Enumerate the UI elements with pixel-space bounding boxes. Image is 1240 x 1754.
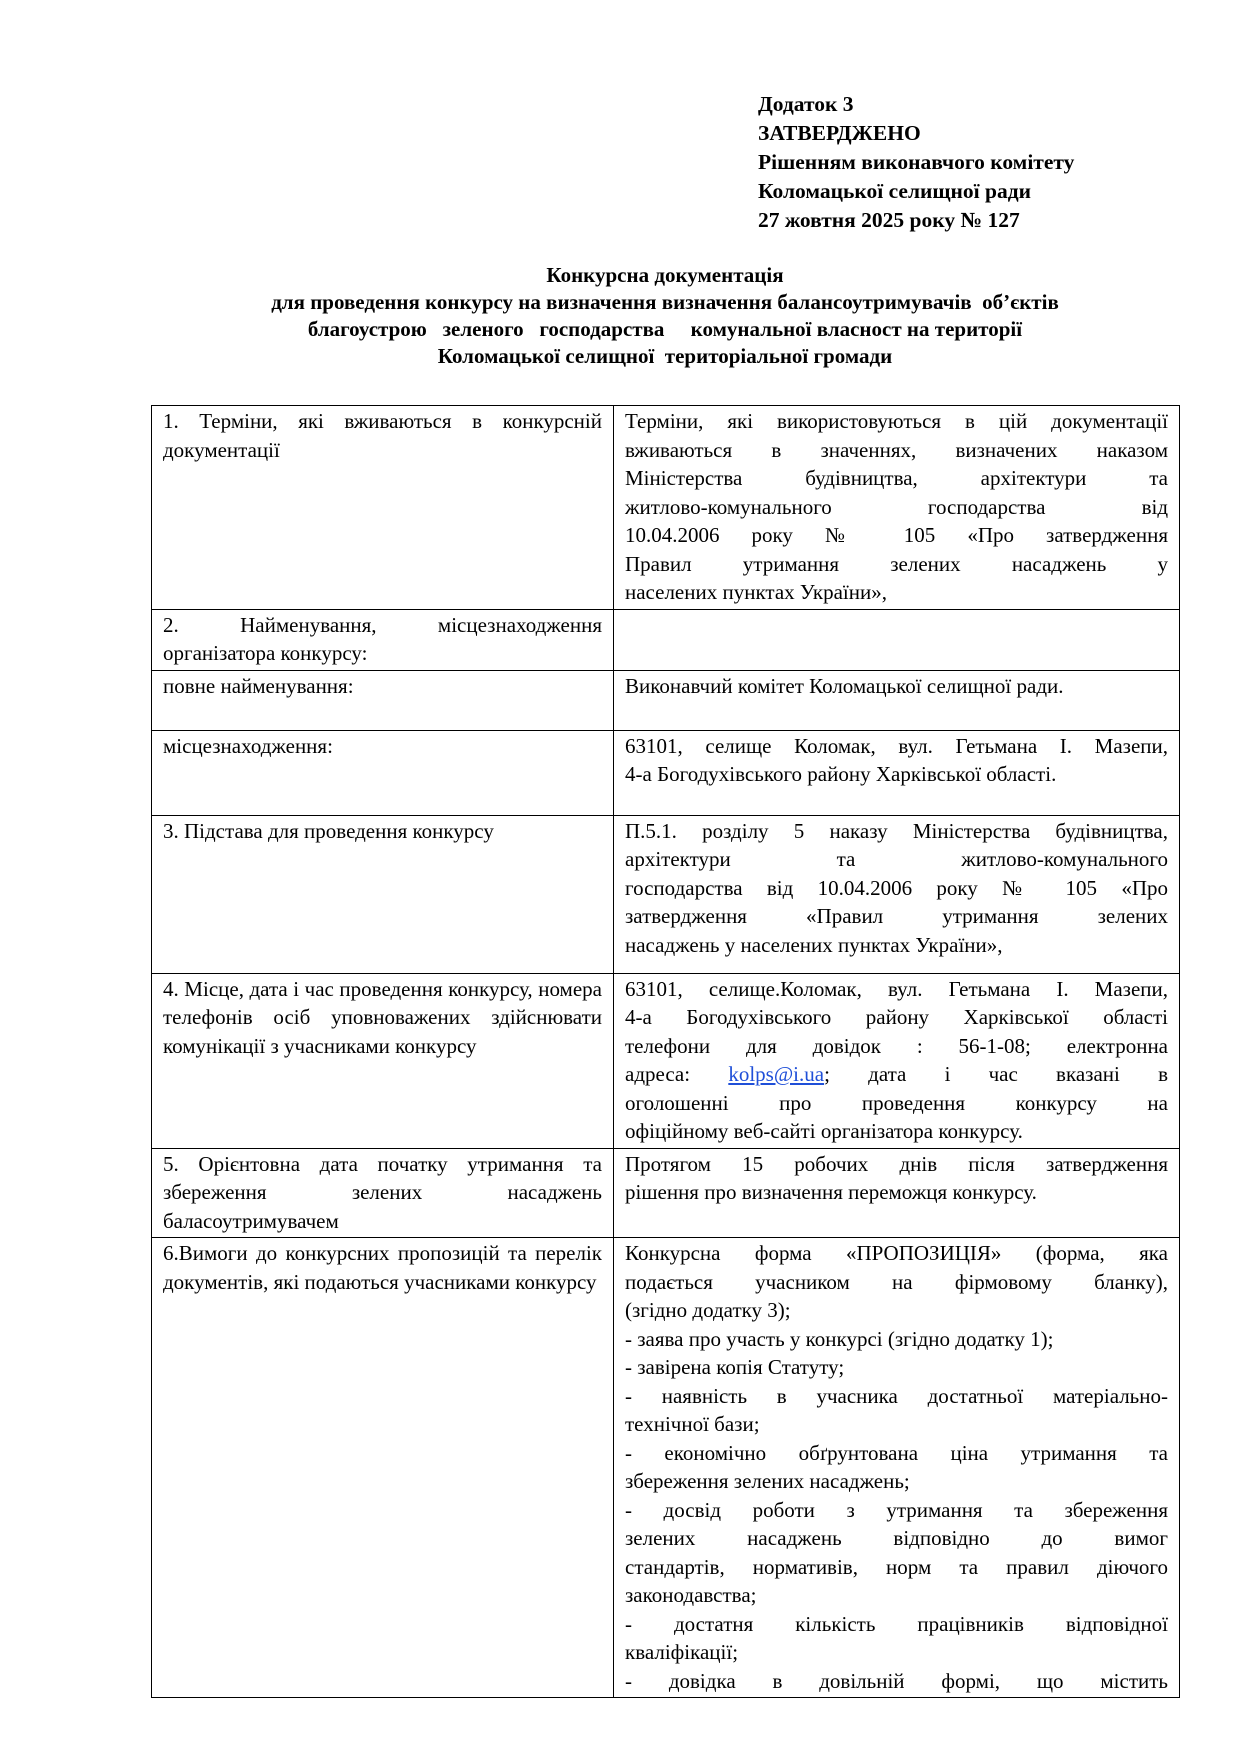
- row-value: [614, 973, 1180, 1148]
- row-label: повне найменування:: [152, 670, 614, 730]
- document-title: [150, 262, 1180, 370]
- table-row: [152, 406, 1180, 610]
- table-row: [152, 609, 1180, 670]
- value-line-email: [625, 1060, 1168, 1089]
- row-label: 5. Орієнтовна дата початку утримання та збереження зелених насаджень баласоутримувачем: [152, 1148, 614, 1238]
- value-line: Конкурсна форма «ПРОПОЗИЦІЯ» (форма, яка: [625, 1241, 1168, 1265]
- value-line: населених пунктах України»,: [625, 580, 887, 604]
- email-prefix: адреса:: [625, 1062, 729, 1086]
- title-line-3: Коломацької селищної територіальної громади: [437, 344, 893, 368]
- value-line: господарства від 10.04.2006 року № 105 «Про: [625, 875, 1168, 900]
- value-line: оголошенні про проведення конкурсу на: [625, 1090, 1168, 1115]
- table-row: [152, 1148, 1180, 1238]
- value-line: 63101, селище.Коломак, вул. Гетьмана І. Мазепи,: [625, 976, 1168, 1001]
- table-row: [152, 973, 1180, 1148]
- approved-label: ЗАТВЕРДЖЕНО: [758, 121, 921, 145]
- value-line: П.5.1. розділу 5 наказу Міністерства будівництва,: [625, 818, 1168, 843]
- value-line: офіційному веб-сайті організатора конкурсу.: [625, 1119, 1023, 1143]
- value-line: технічної бази;: [625, 1412, 760, 1436]
- value-line: затвердження «Правил утримання зелених: [625, 904, 1168, 928]
- row-label: 1. Терміни, які вживаються в конкурсній документації: [152, 406, 614, 610]
- value-line: (згідно додатку 3);: [625, 1298, 791, 1322]
- table-row: [152, 670, 1180, 730]
- table-row: [152, 1238, 1180, 1698]
- row-label: 3. Підстава для проведення конкурсу: [152, 815, 614, 973]
- value-line: - наявність в учасника достатньої матеріально-: [625, 1383, 1168, 1408]
- value-line: Міністерства будівництва, архітектури та: [625, 466, 1168, 490]
- row-label: 2. Найменування, місцезнаходження організатора конкурсу:: [152, 609, 614, 670]
- appendix-label: Додаток 3: [758, 92, 854, 116]
- email-link[interactable]: kolps@i.ua: [728, 1062, 825, 1086]
- documentation-table: [151, 405, 1180, 1698]
- row-value: [614, 670, 1180, 730]
- email-suffix: ; дата і час вказані в: [824, 1062, 1168, 1086]
- value-line: збереження зелених насаджень;: [625, 1469, 910, 1493]
- value-line: Виконавчий комітет Коломацької селищної ради.: [625, 673, 1064, 698]
- value-line: Правил утримання зелених насаджень у: [625, 551, 1168, 576]
- value-line: Терміни, які використовуються в цій документації: [625, 409, 1168, 433]
- value-line: телефони для довідок : 56-1-08; електронна: [625, 1033, 1168, 1058]
- value-line: кваліфікації;: [625, 1640, 739, 1664]
- approval-stamp: [758, 90, 1074, 235]
- row-label: місцезнаходження:: [152, 730, 614, 815]
- value-line: 63101, селище Коломак, вул. Гетьмана І. Мазепи,: [625, 733, 1168, 758]
- value-line: Протягом 15 робочих днів після затвердження: [625, 1151, 1168, 1176]
- row-label: 6.Вимоги до конкурсних пропозицій та перелік документів, які подаються учасниками конкурсу: [152, 1238, 614, 1698]
- table-row: [152, 815, 1180, 973]
- value-line: 4-а Богодухівського району Харківської області: [625, 1005, 1168, 1029]
- value-line: 4-а Богодухівського району Харківської області.: [625, 762, 1057, 786]
- value-line: зелених насаджень відповідно до вимог: [625, 1526, 1168, 1550]
- value-line: вживаються в значеннях, визначених наказом: [625, 437, 1168, 462]
- value-line: архітектури та житлово-комунального: [625, 847, 1168, 871]
- value-line: - довідка в довільній формі, що містить: [625, 1668, 1168, 1693]
- row-value: [614, 1148, 1180, 1238]
- row-label: 4. Місце, дата і час проведення конкурсу, номера телефонів осіб уповноважених здійснювати комунікації з учасниками конкурсу: [152, 973, 614, 1148]
- value-line: житлово-комунального господарства від: [625, 494, 1168, 519]
- row-value: [614, 815, 1180, 973]
- approval-council: Коломацької селищної ради: [758, 179, 1032, 203]
- value-line: 10.04.2006 року № 105 «Про затвердження: [625, 523, 1168, 547]
- value-line: стандартів, нормативів, норм та правил діючого: [625, 1554, 1168, 1579]
- value-line: - достатня кількість працівників відповідної: [625, 1611, 1168, 1636]
- value-line: законодавства;: [625, 1583, 757, 1607]
- row-value: [614, 406, 1180, 610]
- value-line: - завірена копія Статуту;: [625, 1355, 845, 1379]
- approval-date-number: 27 жовтня 2025 року № 127: [758, 208, 1020, 232]
- table-row: [152, 730, 1180, 815]
- title-heading: Конкурсна документація: [546, 263, 784, 287]
- title-line-1: для проведення конкурсу на визначення визначення балансоутримувачів об’єктів: [271, 290, 1059, 314]
- value-line: насаджень у населених пунктах України»,: [625, 932, 1003, 957]
- value-line: подається учасником на фірмовому бланку),: [625, 1269, 1168, 1294]
- value-line: - економічно обґрунтована ціна утримання та: [625, 1440, 1168, 1465]
- title-line-2: благоустрою зеленого господарства комунальної власност на території: [307, 317, 1023, 341]
- approval-authority: Рішенням виконавчого комітету: [758, 150, 1075, 174]
- value-line: - досвід роботи з утримання та збереження: [625, 1497, 1168, 1522]
- row-value-empty: [614, 609, 1180, 670]
- row-value: [614, 730, 1180, 815]
- row-value: [614, 1238, 1180, 1698]
- value-line: - заява про участь у конкурсі (згідно додатку 1);: [625, 1326, 1054, 1351]
- value-line: рішення про визначення переможця конкурсу.: [625, 1180, 1037, 1204]
